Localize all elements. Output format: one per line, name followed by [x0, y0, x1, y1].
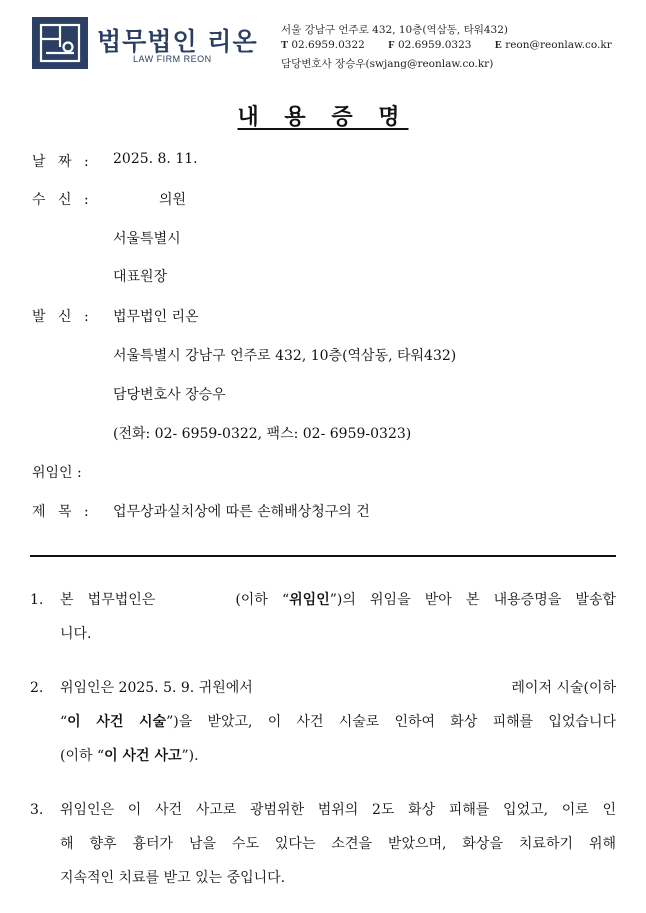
sender-line-4: (전화: 02- 6959-0322, 팩스: 02- 6959-0323): [113, 426, 412, 442]
header-address: 서울 강남구 언주로 432, 10층(역삼동, 타워432): [281, 24, 509, 36]
paragraph-line: [30, 671, 616, 705]
defined-term: 이 사건 시술: [67, 714, 167, 730]
document-title: [0, 100, 646, 131]
subject-label: 제 목 :: [32, 504, 93, 520]
fax-number: 02.6959.0323: [397, 39, 472, 51]
fax-label: F: [388, 40, 395, 51]
header-contact: [281, 39, 612, 51]
text-segment: ”)을 받았고, 이 사건 시술로 인하여 화상 피해를 입었습니다: [166, 714, 616, 730]
email-label: E: [494, 40, 502, 51]
text-segment: 레이저 시술(이하: [511, 680, 616, 696]
defined-term: 이 사건 사고: [104, 748, 182, 764]
paragraph-line: 니다.: [60, 626, 92, 642]
recipient-line-2: 서울특별시: [113, 231, 181, 247]
document-title-text: 내 용 증 명: [237, 105, 409, 130]
paragraph-3: [30, 793, 616, 895]
section-divider: [30, 555, 616, 557]
sender-line-2: 서울특별시 강남구 언주로 432, 10층(역삼동, 타워432): [113, 348, 457, 364]
paragraph-number: 3.: [30, 802, 44, 818]
sender-label: 발 신 :: [32, 309, 93, 325]
paragraph-1: [30, 583, 616, 651]
subject-value: 업무상과실치상에 따른 손해배상청구의 건: [113, 504, 370, 520]
tel-number: 02.6959.0322: [291, 39, 365, 51]
paragraph-line: 해 향후 흉터가 남을 수도 있다는 소견을 받았으며, 화상을 치료하기 위해: [60, 836, 616, 852]
text-segment: “: [60, 714, 68, 730]
paragraph-line: 지속적인 치료를 받고 있는 중입니다.: [60, 870, 286, 886]
recipient-line-3: 대표원장: [113, 269, 168, 285]
firm-name-english: LAW FIRM REON: [133, 54, 212, 64]
paragraph-number: 2.: [30, 680, 44, 696]
firm-logo: [32, 17, 88, 69]
paragraph-2: [30, 671, 616, 773]
text-segment: ”)의 위임을 받아 본 내용증명을 발송합: [329, 592, 616, 608]
paragraph-line: 위임인은 이 사건 사고로 광범위한 범위의 2도 화상 피해를 입었고, 이로 인: [60, 802, 616, 818]
paragraph-line: [30, 705, 616, 739]
text-segment: 본 법무법인은: [60, 592, 156, 608]
header-attorney: 담당변호사 장승우(swjang@reonlaw.co.kr): [281, 58, 494, 70]
firm-name: 법무법인 리온: [97, 27, 258, 56]
recipient-label: 수 신 :: [32, 192, 93, 208]
text-segment: 위임인은 2025. 5. 9. 귀원에서: [60, 680, 253, 696]
paragraph-number: 1.: [30, 592, 44, 608]
email-address: reon@reonlaw.co.kr: [505, 39, 612, 51]
text-segment: (이하 “: [60, 748, 105, 764]
text-segment: (이하 “: [235, 592, 290, 608]
sender-line-1: 법무법인 리온: [113, 309, 199, 325]
client-label: 위임인 :: [32, 465, 82, 481]
date-label: 날 짜 :: [32, 154, 93, 170]
text-segment: ”).: [181, 748, 199, 764]
tel-label: T: [281, 40, 289, 51]
date-value: 2025. 8. 11.: [113, 151, 198, 167]
paragraph-line: [30, 583, 616, 617]
paragraph-line: [30, 739, 616, 773]
sender-line-3: 담당변호사 장승우: [113, 387, 226, 403]
defined-term: 위임인: [289, 592, 330, 608]
recipient-line-1: 의원: [159, 192, 187, 208]
